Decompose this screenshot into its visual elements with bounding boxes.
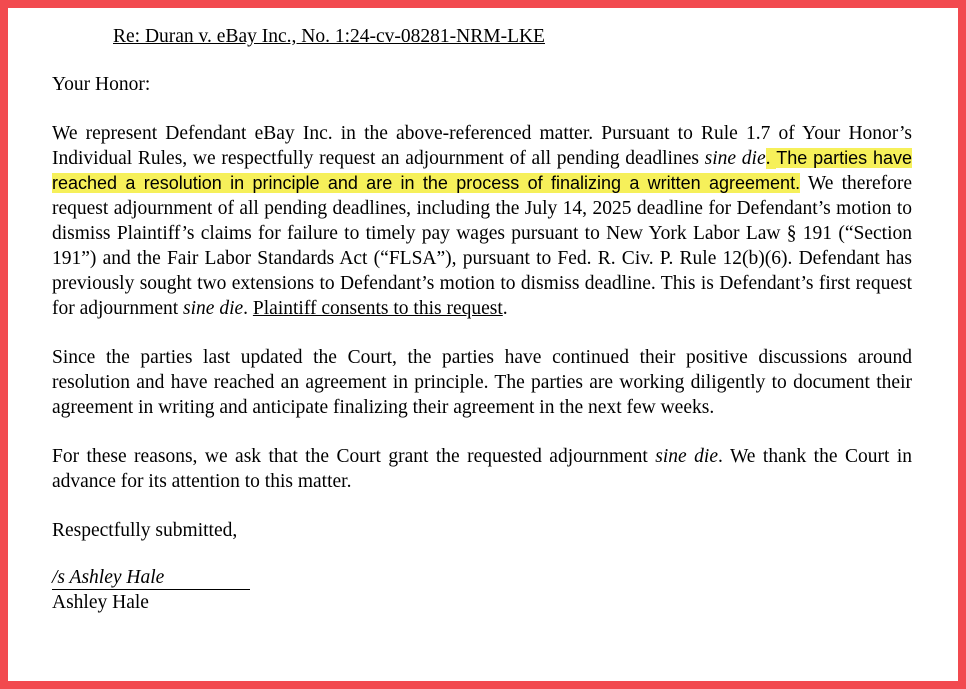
paragraph-status: Since the parties last updated the Court, the parties have continued their positive discussions around resolution and have reached an agreement in principle. The parties are working diligently to document their agreement in writing and anticipate finalizing their agreement in the next few weeks. — [52, 347, 912, 418]
plaintiff-consents-underlined: Plaintiff consents to this request — [252, 298, 503, 319]
p1-text-d: . — [502, 298, 508, 319]
p1-text-a: We represent Defendant eBay Inc. in the above-referenced matter. Pursuant to Rule 1.7 of Your Honor’s Individual Rules, we respectfully request an adjournment of all pending deadlines — [52, 123, 912, 169]
p3-text-a: For these reasons, we ask that the Court grant the requested adjournment — [52, 446, 656, 467]
salutation: Your Honor: — [52, 74, 151, 95]
p3-text-b: . We thank the Court in advance for its attention to this matter. — [52, 446, 912, 492]
paragraph-request — [52, 121, 912, 321]
p3-italic-sine-die: sine die — [655, 446, 718, 467]
highlighted-sentence: The parties have reached a resolution in principle and are in the process of finalizing a written agreement. — [52, 148, 913, 193]
signature-line: /s Ashley Hale — [52, 567, 250, 590]
letter-body — [52, 24, 912, 615]
p1-italic-sine-die: sine die — [704, 148, 766, 169]
paragraph-conclusion — [52, 444, 912, 494]
p1-italic-sine-die-2: sine die — [183, 298, 244, 319]
closing: Respectfully submitted, — [52, 520, 238, 541]
re-line: Re: Duran v. eBay Inc., No. 1:24-cv-08281-NRM-LKE — [113, 26, 545, 47]
p1-highlight-lead: . — [765, 148, 777, 169]
p1-text-b: We therefore request adjournment of all pending deadlines, including the July 14, 2025 deadline for Defendant’s motion to dismiss Plaintiff’s claims for failure to timely pay wages pursuant to New York Labor Law § 191 (“Section 191”) and the Fair Labor Standards Act (“FLSA”), pursuant to Fed. R. Civ. P. Rule 12(b)(6). Defendant has previously sought two extensions to Defendant’s motion to dismiss deadline. This is Defendant’s first request for adjournment — [52, 173, 913, 319]
signer-name: Ashley Hale — [52, 592, 149, 613]
p1-text-c: . — [243, 298, 253, 319]
